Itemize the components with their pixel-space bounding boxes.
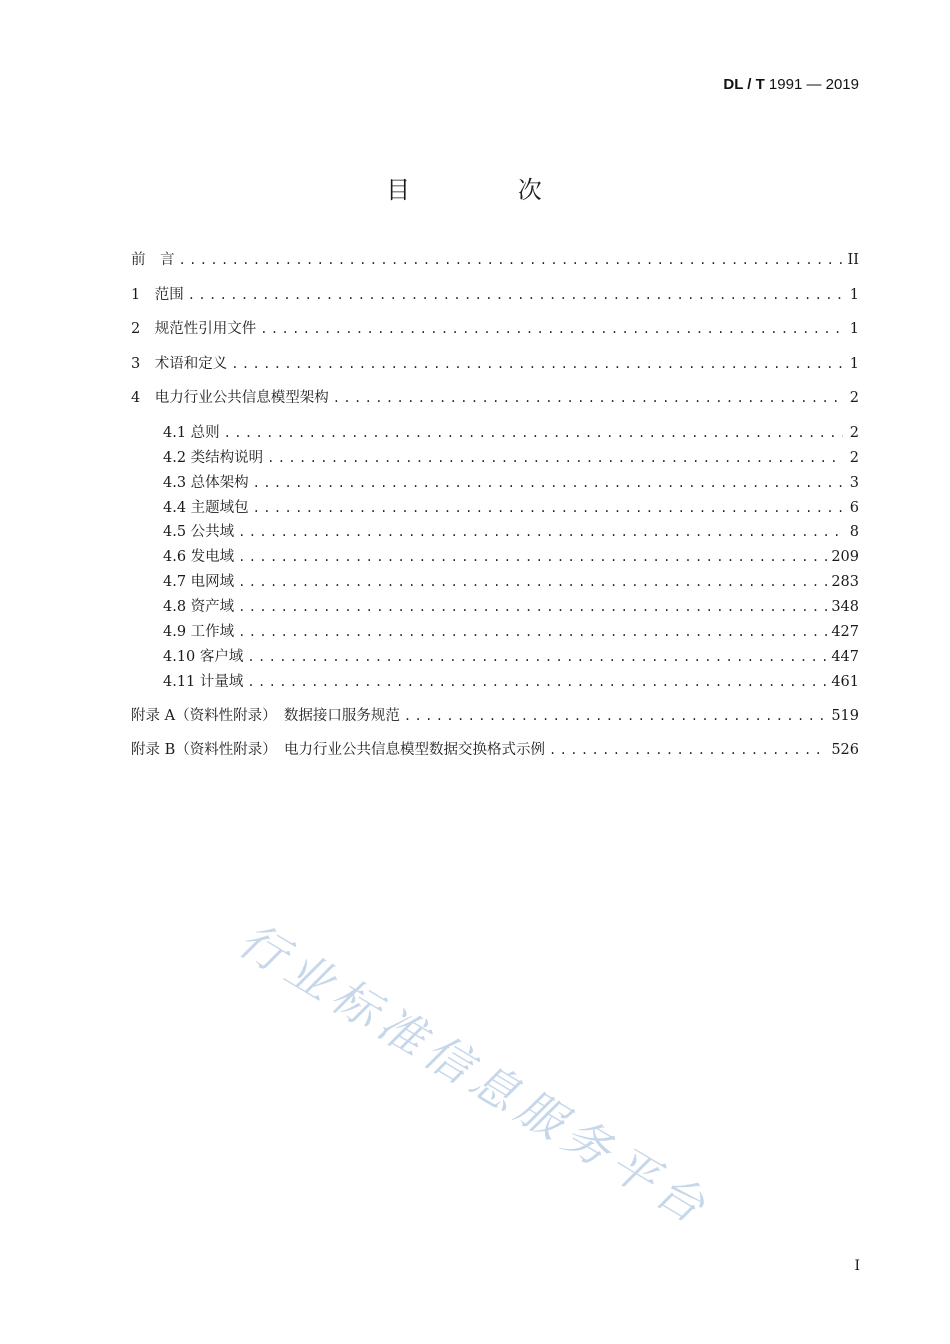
toc-entry[interactable]: [131, 446, 859, 470]
toc-entry[interactable]: [131, 545, 859, 569]
toc-entry-page: II: [847, 252, 859, 268]
toc-entry[interactable]: [131, 317, 859, 341]
toc-entry-page: 519: [831, 708, 859, 724]
toc-entry[interactable]: [131, 645, 859, 669]
standard-prefix: DL / T: [723, 76, 765, 93]
toc-leader-dots: [247, 650, 827, 664]
toc-leader-dots: [231, 357, 843, 371]
toc-entry-page: 6: [849, 500, 859, 516]
toc-entry-page: 427: [831, 624, 859, 640]
toc-entry[interactable]: [131, 496, 859, 520]
watermark: 行业标准信息服务平台: [229, 912, 721, 1237]
toc-leader-dots: [179, 253, 844, 267]
toc-entry-label: 4.3 总体架构: [163, 475, 249, 491]
toc-entry[interactable]: [131, 704, 859, 728]
toc-entry[interactable]: [131, 595, 859, 619]
toc-entry-label: 1 范围: [131, 287, 184, 303]
toc-entry[interactable]: [131, 283, 859, 307]
toc-entry-page: 2: [849, 425, 859, 441]
toc-entry-label: 4 电力行业公共信息模型架构: [131, 390, 329, 406]
toc-leader-dots: [238, 550, 827, 564]
standard-code: [723, 76, 859, 93]
toc-leader-dots: [238, 625, 827, 639]
toc-entry-label: 附录 A（资料性附录） 数据接口服务规范: [131, 708, 400, 724]
toc-entry-page: 1: [849, 356, 859, 372]
toc-entry-page: 348: [831, 599, 859, 615]
toc-leader-dots: [224, 426, 843, 440]
toc-entry-label: 4.9 工作域: [163, 624, 235, 640]
toc-entry[interactable]: [131, 738, 859, 762]
page-number: I: [854, 1258, 860, 1274]
toc-leader-dots: [267, 451, 843, 465]
toc-entry-page: 283: [831, 574, 859, 590]
toc-entry[interactable]: [131, 670, 859, 694]
toc-entry-label: 4.7 电网域: [163, 574, 235, 590]
toc-leader-dots: [238, 575, 827, 589]
toc-leader-dots: [260, 322, 843, 336]
toc-leader-dots: [238, 525, 843, 539]
toc-entry-page: 2: [849, 450, 859, 466]
toc-entry-label: 2 规范性引用文件: [131, 321, 257, 337]
toc-leader-dots: [549, 743, 827, 757]
toc-entry-page: 526: [831, 742, 859, 758]
toc-entry-label: 3 术语和定义: [131, 356, 228, 372]
toc-entry[interactable]: [131, 520, 859, 544]
toc-entry-label: 4.6 发电域: [163, 549, 235, 565]
toc-entry-page: 8: [849, 524, 859, 540]
toc-entry[interactable]: [131, 570, 859, 594]
toc-entry-label: 4.4 主题域包: [163, 500, 249, 516]
toc-entry-label: 4.11 计量域: [163, 674, 244, 690]
toc-entry-label: 附录 B（资料性附录） 电力行业公共信息模型数据交换格式示例: [131, 742, 546, 758]
toc-leader-dots: [247, 675, 827, 689]
toc-leader-dots: [238, 600, 827, 614]
toc-entry-label: 4.8 资产域: [163, 599, 235, 615]
toc-entry-page: 1: [849, 321, 859, 337]
toc-entry[interactable]: [131, 620, 859, 644]
toc-entry-page: 461: [831, 674, 859, 690]
toc-entry[interactable]: [131, 352, 859, 376]
toc-leader-dots: [188, 288, 843, 302]
toc-entry[interactable]: [131, 471, 859, 495]
toc-entry[interactable]: [131, 248, 859, 272]
toc-entry[interactable]: [131, 386, 859, 410]
page-title: 目 次: [386, 176, 592, 204]
toc-entry-page: 1: [849, 287, 859, 303]
toc-leader-dots: [253, 476, 843, 490]
toc-entry-page: 2: [849, 390, 859, 406]
toc-entry-label: 前 言: [131, 252, 175, 268]
standard-number: 1991 — 2019: [768, 76, 859, 93]
toc-entry-page: 3: [849, 475, 859, 491]
toc-leader-dots: [253, 501, 843, 515]
toc-entry-label: 4.5 公共域: [163, 524, 235, 540]
toc-entry-page: 209: [831, 549, 859, 565]
toc-entry-label: 4.2 类结构说明: [163, 450, 264, 466]
toc-leader-dots: [404, 709, 827, 723]
toc-entry-label: 4.10 客户域: [163, 649, 244, 665]
toc-entry-page: 447: [831, 649, 859, 665]
toc-entry-label: 4.1 总则: [163, 425, 220, 441]
toc-entry[interactable]: [131, 421, 859, 445]
toc-leader-dots: [333, 391, 843, 405]
